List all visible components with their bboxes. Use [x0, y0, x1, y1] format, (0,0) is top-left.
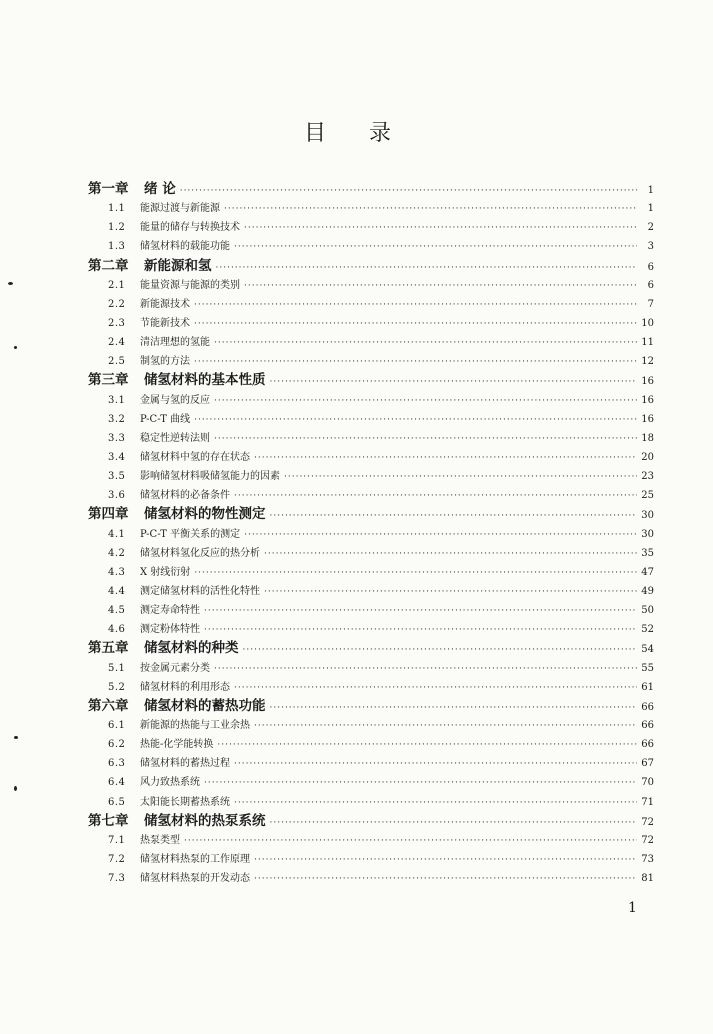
section-title: 能源过渡与新能源: [140, 203, 220, 215]
section-title: 新能源技术: [140, 298, 190, 310]
section-number: 7.2: [108, 853, 126, 865]
toc-section-row: [88, 716, 654, 735]
section-title: 太阳能长期蓄热系统: [140, 796, 230, 808]
toc-page-number: 12: [641, 356, 654, 368]
dot-leader: [244, 219, 637, 237]
toc-page-number: 6: [647, 279, 654, 291]
toc-section-row: [88, 869, 654, 888]
toc-chapter-row: [88, 697, 654, 716]
section-title: X 射线衍射: [140, 566, 191, 578]
section-number: 1.1: [108, 203, 126, 215]
section-title: 储氢材料的利用形态: [140, 681, 230, 693]
toc-page-number: 35: [641, 547, 654, 559]
section-number: 2.2: [108, 298, 126, 310]
chapter-title: 储氢材料的种类: [144, 640, 239, 657]
dot-leader: [194, 411, 637, 429]
dot-leader: [216, 259, 638, 276]
chapter-number: 第一章: [88, 181, 129, 197]
section-title: 按金属元素分类: [140, 662, 210, 674]
toc-section-row: [88, 678, 654, 697]
dot-leader: [204, 602, 637, 620]
section-title: 储氢材料热泵的工作原理: [140, 853, 250, 865]
toc-page-number: 66: [641, 701, 654, 713]
section-title: 储氢材料热泵的开发动态: [140, 873, 250, 885]
section-title: 储氢材料氢化反应的热分析: [140, 547, 260, 559]
dot-leader: [194, 296, 637, 314]
dot-leader: [214, 334, 637, 352]
toc-page-number: 72: [641, 816, 654, 828]
scan-speck: [14, 786, 17, 791]
dot-leader: [204, 621, 637, 639]
toc-chapter-row: [88, 812, 654, 831]
section-title: 稳定性逆转法则: [140, 432, 210, 444]
chapter-number: 第四章: [88, 506, 129, 523]
dot-leader: [244, 277, 637, 295]
dot-leader: [243, 641, 638, 658]
toc-page-number: 11: [641, 337, 654, 349]
section-number: 2.5: [108, 356, 126, 368]
toc-section-row: [88, 352, 654, 371]
toc-page-number: 81: [641, 873, 654, 885]
page-number: 1: [628, 900, 637, 916]
section-number: 4.6: [108, 624, 126, 636]
toc-page-number: 30: [641, 510, 654, 522]
toc-page-number: 70: [641, 777, 654, 789]
toc-page-number: 23: [641, 471, 654, 483]
section-number: 4.1: [108, 528, 126, 540]
dot-leader: [264, 545, 637, 563]
section-title: 热能-化学能转换: [140, 739, 214, 751]
scan-speck: [8, 282, 13, 285]
toc-section-row: [88, 467, 654, 486]
section-number: 6.3: [108, 758, 126, 770]
section-title: P-C-T 曲线: [140, 413, 191, 425]
toc-page-number: 18: [641, 432, 654, 444]
chapter-number: 第三章: [88, 372, 129, 389]
toc-page-number: 1: [647, 185, 654, 196]
toc-page-number: 16: [641, 376, 654, 388]
toc-section-row: [88, 295, 654, 314]
toc-section-row: [88, 199, 654, 218]
section-number: 6.2: [108, 739, 126, 751]
toc-section-row: [88, 735, 654, 754]
toc-section-row: [88, 563, 654, 582]
dot-leader: [244, 526, 637, 544]
dot-leader: [234, 794, 637, 812]
toc-page-number: 25: [641, 490, 654, 502]
dot-leader: [184, 832, 637, 850]
toc-page-number: 3: [647, 241, 654, 253]
section-title: 热泵类型: [140, 834, 180, 846]
toc-section-row: [88, 429, 654, 448]
toc-page-number: 52: [641, 624, 654, 636]
dot-leader: [254, 851, 637, 869]
section-title: P-C-T 平衡关系的测定: [140, 528, 241, 540]
dot-leader: [254, 717, 637, 735]
toc-page-number: 30: [641, 528, 654, 540]
toc-section-row: [88, 237, 654, 256]
toc-section-row: [88, 601, 654, 620]
section-number: 2.4: [108, 337, 126, 349]
toc-page-number: 47: [641, 566, 654, 578]
section-title: 金属与氢的反应: [140, 394, 210, 406]
section-number: 3.4: [108, 451, 126, 463]
toc-section-row: [88, 333, 654, 352]
dot-leader: [234, 755, 637, 773]
section-number: 5.2: [108, 681, 126, 693]
chapter-title: 储氢材料的热泵系统: [144, 812, 266, 829]
toc-page-number: 66: [641, 739, 654, 751]
dot-leader: [214, 392, 637, 410]
section-title: 测定储氢材料的活性化特性: [140, 585, 260, 597]
section-number: 3.3: [108, 432, 126, 444]
section-title: 制氢的方法: [140, 356, 190, 368]
section-title: 风力致热系统: [140, 777, 200, 789]
section-number: 3.1: [108, 394, 126, 406]
section-number: 2.1: [108, 279, 126, 291]
toc-section-row: [88, 410, 654, 429]
dot-leader: [234, 679, 637, 697]
chapter-number: 第六章: [88, 697, 129, 714]
chapter-title: 新能源和氢: [144, 257, 212, 274]
toc-section-row: [88, 486, 654, 505]
page-title: 目 录: [304, 121, 409, 146]
toc-section-row: [88, 850, 654, 869]
dot-leader: [217, 736, 637, 754]
toc-page-number: 66: [641, 719, 654, 731]
dot-leader: [214, 430, 637, 448]
chapter-number: 第五章: [88, 640, 129, 657]
chapter-title: 储氢材料的蓄热功能: [144, 697, 266, 714]
dot-leader: [194, 353, 637, 371]
section-title: 能量资源与能源的类别: [140, 279, 240, 291]
toc-page-number: 73: [641, 853, 654, 865]
toc-section-row: [88, 831, 654, 850]
toc-page-number: 16: [641, 394, 654, 406]
section-number: 4.5: [108, 605, 126, 617]
chapter-title: 储氢材料的基本性质: [144, 372, 266, 389]
section-number: 7.3: [108, 873, 126, 885]
section-title: 储氢材料的必备条件: [140, 490, 230, 502]
dot-leader: [204, 774, 637, 792]
section-number: 5.1: [108, 662, 126, 674]
chapter-number: 第七章: [88, 812, 129, 829]
section-title: 节能新技术: [140, 317, 190, 329]
toc-section-row: [88, 276, 654, 295]
section-title: 新能源的热能与工业余热: [140, 719, 250, 731]
toc-chapter-row: [88, 180, 654, 199]
toc-section-row: [88, 314, 654, 333]
toc-section-row: [88, 448, 654, 467]
toc-page-number: 6: [647, 261, 654, 273]
chapter-title: 储氢材料的物性测定: [144, 506, 266, 523]
section-number: 2.3: [108, 317, 126, 329]
toc-page-number: 72: [641, 834, 654, 846]
dot-leader: [180, 182, 637, 199]
section-number: 1.2: [108, 222, 126, 234]
toc-page-number: 54: [641, 644, 654, 656]
dot-leader: [270, 507, 638, 524]
toc-page-number: 50: [641, 605, 654, 617]
section-title: 储氢材料中氢的存在状态: [140, 451, 250, 463]
toc-chapter-row: [88, 505, 654, 524]
toc-section-row: [88, 544, 654, 563]
toc-section-row: [88, 391, 654, 410]
toc-section-row: [88, 659, 654, 678]
toc-chapter-row: [88, 257, 654, 276]
toc-chapter-row: [88, 639, 654, 658]
toc-section-row: [88, 773, 654, 792]
toc-page-number: 71: [641, 796, 654, 808]
dot-leader: [284, 468, 637, 486]
toc-page-number: 16: [641, 413, 654, 425]
section-number: 4.2: [108, 547, 126, 559]
section-title: 清洁理想的氢能: [140, 337, 210, 349]
toc-page-number: 61: [641, 681, 654, 693]
dot-leader: [254, 449, 637, 467]
table-of-contents: [88, 180, 654, 888]
dot-leader: [270, 814, 638, 831]
toc-section-row: [88, 218, 654, 237]
toc-section-row: [88, 582, 654, 601]
section-number: 3.2: [108, 413, 126, 425]
dot-leader: [264, 583, 637, 601]
section-number: 6.5: [108, 796, 126, 808]
toc-page-number: 7: [647, 298, 654, 310]
toc-page-number: 10: [641, 317, 654, 329]
section-number: 3.5: [108, 471, 126, 483]
dot-leader: [270, 373, 638, 390]
section-number: 6.4: [108, 777, 126, 789]
section-number: 7.1: [108, 834, 126, 846]
dot-leader: [194, 315, 637, 333]
section-number: 4.3: [108, 566, 126, 578]
scan-speck: [14, 736, 18, 739]
section-title: 能量的储存与转换技术: [140, 222, 240, 234]
toc-page-number: 49: [641, 585, 654, 597]
chapter-number: 第二章: [88, 257, 129, 274]
toc-chapter-row: [88, 371, 654, 390]
dot-leader: [234, 487, 637, 505]
scan-speck: [14, 346, 17, 349]
section-title: 测定粉体特性: [140, 624, 200, 636]
section-number: 4.4: [108, 585, 126, 597]
dot-leader: [234, 238, 637, 256]
toc-section-row: [88, 525, 654, 544]
section-number: 3.6: [108, 490, 126, 502]
toc-page-number: 20: [641, 451, 654, 463]
toc-section-row: [88, 793, 654, 812]
section-title: 储氢材料的蓄热过程: [140, 758, 230, 770]
dot-leader: [270, 699, 638, 716]
section-title: 影响储氢材料吸储氢能力的因素: [140, 471, 280, 483]
toc-page-number: 67: [641, 758, 654, 770]
toc-page-number: 55: [641, 662, 654, 674]
toc-page-number: 1: [647, 203, 654, 215]
toc-section-row: [88, 620, 654, 639]
section-title: 储氢材料的载能功能: [140, 241, 230, 253]
section-title: 测定寿命特性: [140, 605, 200, 617]
section-number: 1.3: [108, 241, 126, 253]
chapter-title: 绪 论: [144, 181, 176, 197]
toc-page-number: 2: [647, 222, 654, 234]
dot-leader: [254, 870, 637, 888]
dot-leader: [224, 200, 637, 218]
dot-leader: [194, 564, 637, 582]
toc-section-row: [88, 754, 654, 773]
section-number: 6.1: [108, 719, 126, 731]
dot-leader: [214, 660, 637, 678]
